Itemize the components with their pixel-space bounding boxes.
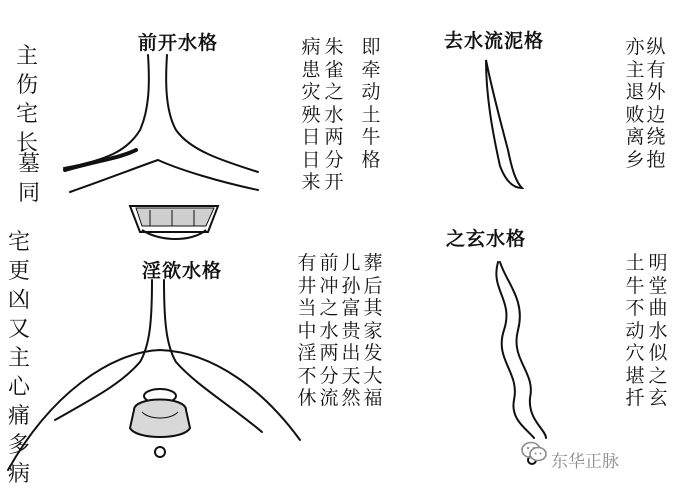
verse-col-3: 儿 孙 富 贵 出 天 然 <box>341 252 361 409</box>
draining-water-drawing <box>486 60 522 188</box>
verse-col-4: 葬 后 其 家 发 大 福 <box>363 252 383 409</box>
verse-col-1: 土 牛 不 动 穴 堪 扦 <box>625 252 645 409</box>
lustful-water-drawing <box>8 280 300 470</box>
verse-col-1: 病 患 灾 殃 日 日 来 <box>301 36 321 193</box>
front-open-water-drawing <box>64 55 258 192</box>
side-label-main-harm: 主 伤 宅 长 <box>15 44 38 156</box>
watermark-text: 东华正脉 <box>551 452 619 472</box>
basin-drawing <box>130 206 218 239</box>
verse-col-2: 朱 雀 之 水 两 分 开 <box>324 36 344 193</box>
verse-col-1: 亦 主 退 败 离 乡 <box>625 36 645 171</box>
lustful-water-title: 淫欲水格 <box>142 260 223 282</box>
wechat-icon <box>520 440 548 464</box>
draining-water-title: 去水流泥格 <box>444 30 545 52</box>
front-open-water-title: 前开水格 <box>138 32 219 54</box>
well-drawing <box>130 389 190 457</box>
verse-col-2: 纵 有 外 边 绕 抱 <box>646 36 666 171</box>
side-label-house-worse: 宅 更 凶 又 主 心 痛 多 病 <box>7 230 30 487</box>
verse-col-1: 有 井 当 中 淫 不 休 <box>297 252 317 409</box>
zigzag-water-drawing <box>496 262 546 464</box>
zigzag-water-title: 之玄水格 <box>446 228 527 250</box>
verse-col-2: 前 冲 之 水 两 分 流 <box>319 252 339 409</box>
verse-col-2: 明 堂 曲 水 似 之 玄 <box>648 252 668 409</box>
verse-col-3: 即 牵 动 土 牛 格 <box>361 36 381 171</box>
side-label-tomb: 墓 同 <box>17 152 40 206</box>
